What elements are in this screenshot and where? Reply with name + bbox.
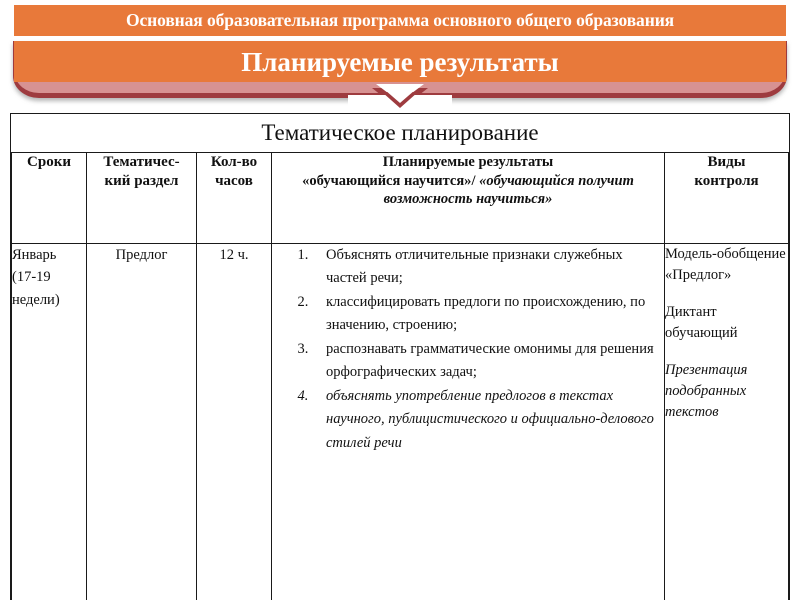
- column-header-results-bold: «обучающийся научится»: [302, 172, 472, 189]
- cell-razdel: Предлог: [87, 244, 197, 600]
- cell-hours: 12 ч.: [197, 244, 272, 600]
- sroki-line-3: недели): [12, 291, 60, 308]
- thematic-planning-table: [10, 113, 790, 600]
- banner-notch-arrow-inner: [385, 90, 415, 103]
- column-header-hours-line1: Кол-во: [210, 154, 258, 170]
- column-header-razdel-line2: кий раздел: [104, 173, 179, 190]
- cell-sroki: [12, 244, 87, 600]
- column-header-razdel: [87, 153, 197, 244]
- kontrol-item: Модель-обобщение «Предлог»: [665, 246, 786, 284]
- sroki-line-2: (17-19: [12, 269, 51, 286]
- slide-title: Планируемые результаты: [241, 47, 559, 77]
- sroki-line-1: Январь: [12, 247, 57, 263]
- results-list: [272, 244, 664, 455]
- column-header-hours-line2: часов: [215, 173, 253, 190]
- column-header-kontrol-line1: Виды: [707, 154, 746, 170]
- column-header-results-separator: /: [471, 172, 480, 189]
- column-header-results-italic: «обучающийся получит возможность научиться»: [383, 172, 634, 208]
- table-title: Тематическое планирование: [12, 114, 789, 153]
- table-title-row: [12, 114, 789, 153]
- column-header-results-line1: Планируемые результаты: [382, 154, 554, 170]
- cell-kontrol: [665, 244, 789, 600]
- header-banner: [0, 0, 800, 112]
- list-item: 4. объяснять употребление предлогов в текстах научного, публицистического и официально-делового стилей речи: [312, 385, 660, 455]
- column-header-kontrol: [665, 153, 789, 244]
- column-header-kontrol-line2: контроля: [694, 173, 759, 190]
- column-header-sroki: [12, 153, 87, 244]
- kontrol-item: Диктант обучающий: [665, 304, 738, 342]
- list-item: 2. классифицировать предлоги по происхождению, по значению, строению;: [312, 291, 660, 338]
- column-header-results: [272, 153, 665, 244]
- column-header-hours: [197, 153, 272, 244]
- list-item: 3. распознавать грамматические омонимы для решения орфографических задач;: [312, 338, 660, 385]
- kontrol-item: Презентация подобранных текстов: [665, 362, 748, 421]
- table-row: [12, 244, 789, 600]
- column-header-razdel-line1: Тематичес-: [103, 154, 180, 170]
- list-item: 1. Объяснять отличительные признаки служебных частей речи;: [312, 244, 660, 291]
- program-subtitle: Основная образовательная программа основного общего образования: [125, 10, 675, 30]
- column-header-sroki-label: Сроки: [27, 154, 71, 170]
- cell-results: [272, 244, 665, 600]
- table-header-row: [12, 153, 789, 244]
